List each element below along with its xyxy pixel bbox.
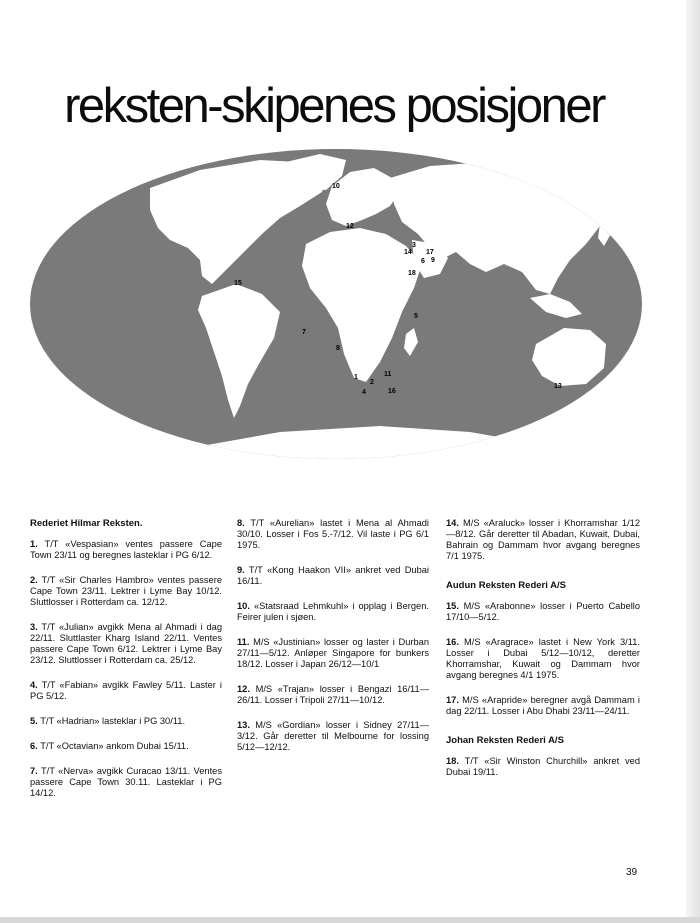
entry-number: 4. [30, 680, 38, 690]
marker-17: 17 [426, 249, 434, 256]
marker-14: 14 [404, 249, 412, 256]
page-edge [686, 0, 700, 923]
entry-6 [30, 741, 222, 752]
page-title: reksten-skipenes posisjoner [64, 79, 604, 133]
entry-text: T/T «Aurelian» lastet i Mena al Ahmadi 30/10. Losser i Fos 5.-7/12. Vil laste i PG 6/1 1975. [237, 518, 429, 550]
entry-text: M/S «Gordian» losser i Sidney 27/11—3/12. Går deretter til Melbourne for lossing 5/12—12/12. [237, 720, 429, 752]
marker-12: 12 [346, 223, 354, 230]
entry-text: T/T «Nerva» avgikk Curacao 13/11. Ventes passere Cape Town 30.11. Lasteklar i PG 14/12. [30, 766, 222, 798]
section-heading-audun: Audun Reksten Rederi A/S [446, 580, 567, 591]
entry-5 [30, 716, 222, 727]
marker-11: 11 [384, 371, 392, 378]
marker-10: 10 [332, 183, 340, 190]
section-heading-johan: Johan Reksten Rederi A/S [446, 735, 564, 746]
entry-number: 9. [237, 565, 245, 575]
marker-6: 6 [421, 258, 425, 265]
entry-number: 18. [446, 756, 459, 766]
entry-9 [237, 565, 429, 587]
marker-2: 2 [370, 379, 374, 386]
entry-18 [446, 756, 640, 778]
entry-14 [446, 518, 640, 562]
entry-number: 17. [446, 695, 459, 705]
entry-number: 6. [30, 741, 38, 751]
page-number: 39 [626, 867, 638, 878]
new-zealand-shape [618, 378, 628, 402]
entry-11 [237, 637, 429, 670]
entry-number: 15. [446, 601, 459, 611]
entry-3 [30, 622, 222, 666]
entry-number: 16. [446, 637, 459, 647]
entry-text: «Statsraad Lehmkuhl» i opplag i Bergen. Feirer julen i sjøen. [237, 601, 429, 622]
entry-8 [237, 518, 429, 551]
entry-text: T/T «Julian» avgikk Mena al Ahmadi i dag 22/11. Sluttlaster Kharg Island 22/11. Ventes passere Cape Town 6/12. Lektrer i Lyme Bay 23/12. Sluttlosser i Rotterdam ca. 25/12. [30, 622, 222, 665]
entry-10 [237, 601, 429, 623]
entry-number: 14. [446, 518, 459, 528]
entry-12 [237, 684, 429, 706]
entry-2 [30, 575, 222, 608]
world-map [30, 148, 642, 460]
section-heading-hilmar: Rederiet Hilmar Reksten. [30, 518, 143, 529]
entry-text: T/T «Fabian» avgikk Fawley 5/11. Laster i PG 5/12. [30, 680, 222, 701]
marker-18: 18 [408, 270, 416, 277]
entry-13 [237, 720, 429, 753]
entry-number: 3. [30, 622, 38, 632]
entry-text: T/T «Octavian» ankom Dubai 15/11. [40, 741, 189, 751]
entry-number: 11. [237, 637, 250, 647]
entry-number: 2. [30, 575, 38, 585]
entry-text: M/S «Araluck» losser i Khorramshar 1/12—8/12. Går deretter til Abadan, Kuwait, Dubai, Bahrain og Dammam hvor avgang beregnes 7/1 1975. [446, 518, 640, 561]
marker-8: 8 [336, 345, 340, 352]
entry-text: M/S «Arapride» beregner avgå Dammam i dag 22/11. Losser i Abu Dhabi 23/11—24/11. [446, 695, 640, 716]
entry-7 [30, 766, 222, 799]
marker-3: 3 [412, 242, 416, 249]
entry-number: 1. [30, 539, 38, 549]
entry-number: 13. [237, 720, 250, 730]
entry-1 [30, 539, 222, 561]
marker-5: 5 [414, 313, 418, 320]
marker-7: 7 [302, 329, 306, 336]
entry-text: T/T «Sir Winston Churchill» ankret ved Dubai 19/11. [446, 756, 641, 777]
marker-16: 16 [388, 388, 396, 395]
marker-13: 13 [554, 383, 562, 390]
entry-4 [30, 680, 222, 702]
world-map-svg [30, 148, 642, 460]
entry-text: T/T «Hadrian» lasteklar i PG 30/11. [40, 716, 186, 726]
entry-number: 12. [237, 684, 250, 694]
entry-text: M/S «Trajan» losser i Bengazi 16/11—26/11. Losser i Tripoli 27/11—10/12. [237, 684, 429, 705]
column-2 [237, 518, 429, 767]
page-bottom-edge [0, 917, 700, 923]
entry-number: 8. [237, 518, 245, 528]
entry-number: 5. [30, 716, 38, 726]
marker-9: 9 [431, 257, 435, 264]
entry-15 [446, 601, 640, 623]
column-3 [446, 518, 640, 792]
entry-17 [446, 695, 640, 717]
entry-text: T/T «Sir Charles Hambro» ventes passere Cape Town 23/11. Lektrer i Lyme Bay 10/12. Sluttlosser i Rotterdam ca. 12/12. [30, 575, 222, 607]
entry-16 [446, 637, 640, 681]
column-1 [30, 518, 222, 813]
marker-4: 4 [362, 389, 366, 396]
entry-text: T/T «Kong Haakon VII» ankret ved Dubai 16/11. [237, 565, 429, 586]
entry-text: T/T «Vespasian» ventes passere Cape Town 23/11 og beregnes lasteklar i PG 6/12. [30, 539, 222, 560]
entry-text: M/S «Justinian» losser og laster i Durban 27/11—5/12. Anløper Singapore for bunkers 18/12. Losser i Japan 26/12—10/1 [237, 637, 429, 669]
entry-number: 10. [237, 601, 250, 611]
marker-15: 15 [234, 280, 242, 287]
marker-1: 1 [354, 374, 358, 381]
entry-text: M/S «Arabonne» losser i Puerto Cabello 17/10—5/12. [446, 601, 640, 622]
entry-text: M/S «Aragrace» lastet i New York 3/11. Losser i Dubai 5/12—10/12, deretter Khorramshar, Kuwait og Dammam hvor avgang beregnes 4/1 1975. [446, 637, 640, 680]
entry-number: 7. [30, 766, 38, 776]
